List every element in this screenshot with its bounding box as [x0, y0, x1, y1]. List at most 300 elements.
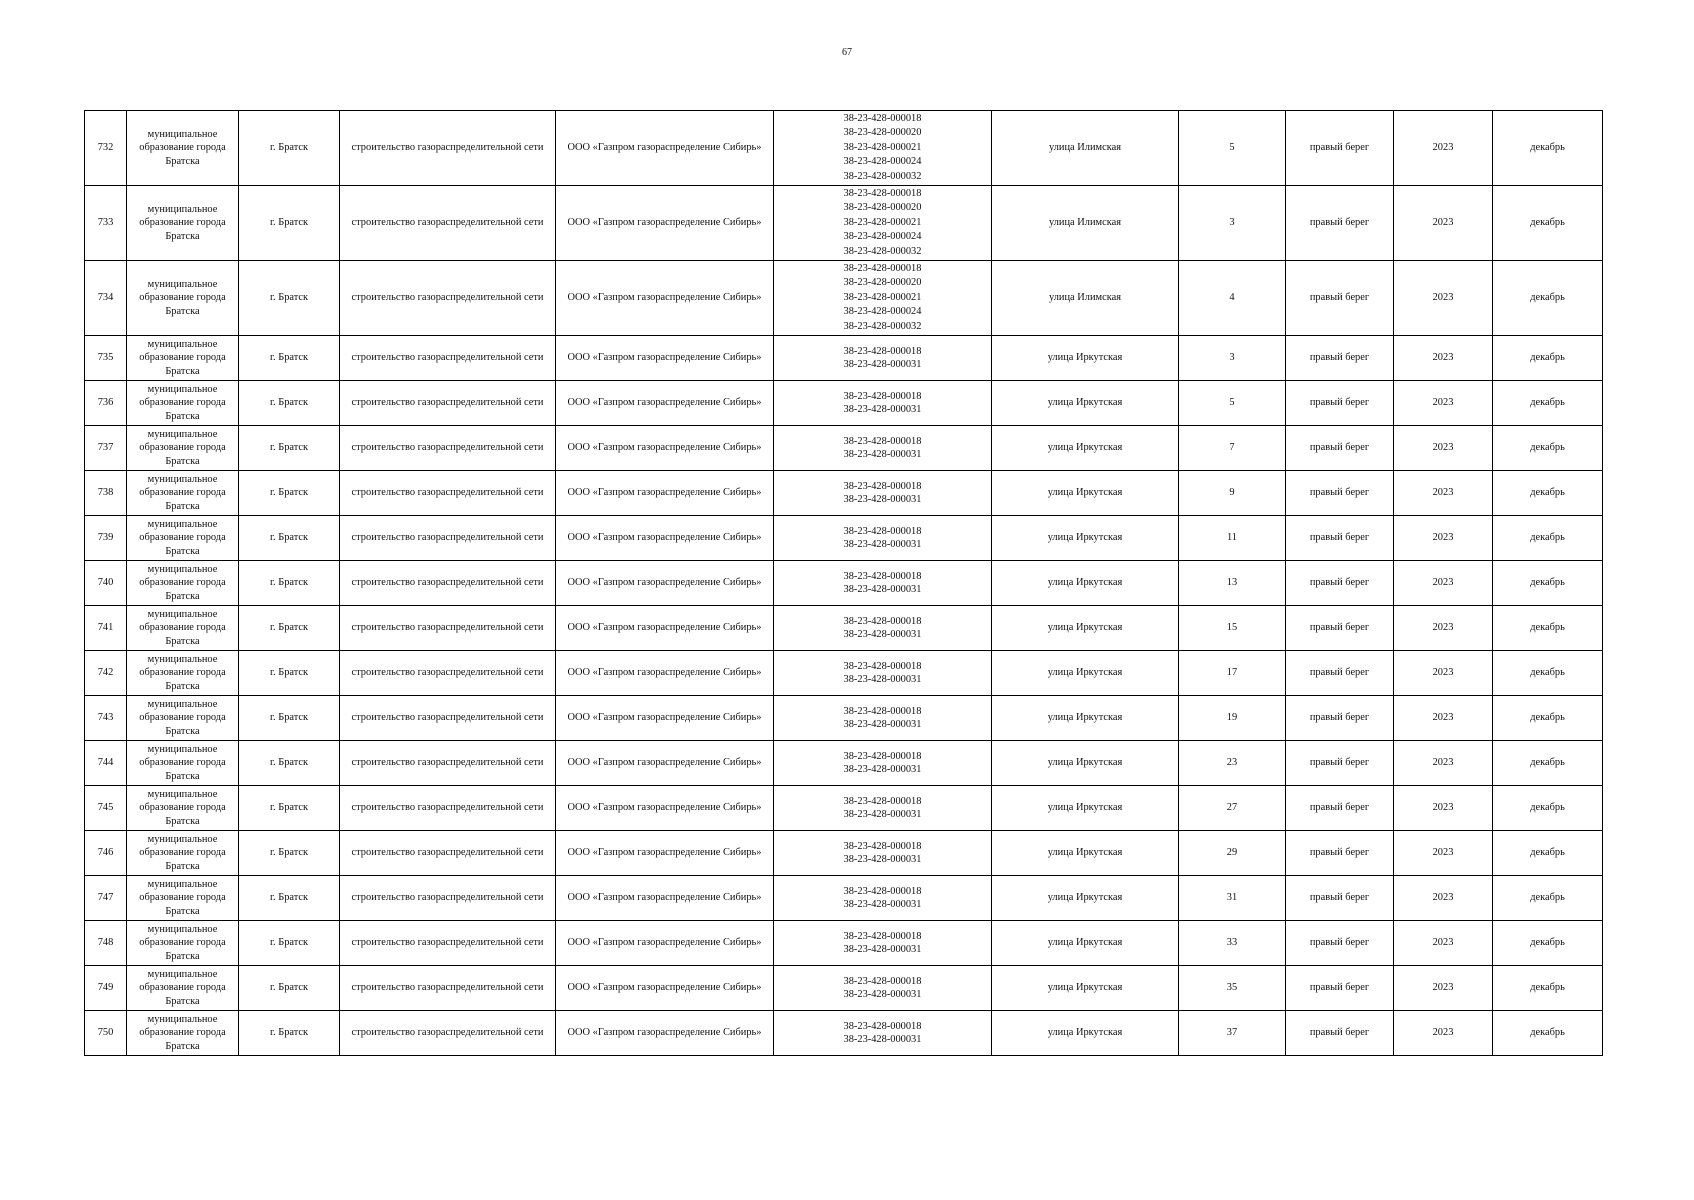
year-cell: 2023 [1394, 651, 1493, 696]
month-cell: декабрь [1493, 186, 1603, 261]
owner-cell [127, 561, 239, 606]
work-type-cell: строительство газораспределительной сети [340, 786, 556, 831]
row-number: 732 [85, 111, 127, 186]
cadastral-cell-line: 38-23-428-000018 [843, 570, 922, 582]
owner-cell-line: Братска [165, 815, 200, 827]
cadastral-cell-line: 38-23-428-000020 [843, 202, 922, 214]
owner-cell-line: Братска [165, 860, 200, 872]
owner-cell-line: образование города [139, 142, 226, 154]
city-cell: г. Братск [239, 786, 340, 831]
owner-cell-line: образование города [139, 937, 226, 949]
cadastral-cell [774, 1011, 992, 1056]
owner-cell-line: образование города [139, 487, 226, 499]
cadastral-cell-line: 38-23-428-000018 [843, 975, 922, 987]
table-row [85, 606, 1603, 651]
cadastral-cell-line: 38-23-428-000031 [843, 359, 922, 370]
owner-cell-line: муниципальное [147, 653, 218, 665]
city-cell: г. Братск [239, 966, 340, 1011]
cadastral-cell-line: 38-23-428-000018 [843, 262, 922, 274]
owner-cell [127, 786, 239, 831]
cadastral-cell-line: 38-23-428-000018 [843, 885, 922, 897]
year-cell: 2023 [1394, 696, 1493, 741]
cadastral-cell-line: 38-23-428-000018 [843, 345, 922, 357]
bank-cell: правый берег [1286, 876, 1394, 921]
owner-cell-line: Братска [165, 545, 200, 557]
owner-cell-line: образование города [139, 442, 226, 454]
table-body [85, 111, 1603, 1056]
month-cell: декабрь [1493, 381, 1603, 426]
work-type-cell: строительство газораспределительной сети [340, 261, 556, 336]
table-row [85, 786, 1603, 831]
cadastral-cell-line: 38-23-428-000024 [843, 306, 922, 318]
cadastral-cell-line: 38-23-428-000018 [843, 1020, 922, 1032]
year-cell: 2023 [1394, 336, 1493, 381]
organization-cell: ООО «Газпром газораспределение Сибирь» [556, 516, 774, 561]
cadastral-cell-line: 38-23-428-000031 [843, 494, 922, 505]
city-cell: г. Братск [239, 651, 340, 696]
cadastral-cell-line: 38-23-428-000031 [843, 809, 922, 820]
street-cell: улица Иркутская [992, 876, 1179, 921]
work-type-cell: строительство газораспределительной сети [340, 966, 556, 1011]
organization-cell: ООО «Газпром газораспределение Сибирь» [556, 1011, 774, 1056]
month-cell: декабрь [1493, 651, 1603, 696]
city-cell: г. Братск [239, 336, 340, 381]
owner-cell-line: образование города [139, 577, 226, 589]
cadastral-cell-line: 38-23-428-000032 [843, 320, 922, 332]
owner-cell [127, 876, 239, 921]
row-number: 741 [85, 606, 127, 651]
owner-cell-line: образование города [139, 292, 226, 304]
year-cell: 2023 [1394, 876, 1493, 921]
bank-cell: правый берег [1286, 786, 1394, 831]
owner-cell-line: муниципальное [147, 563, 218, 575]
owner-cell-line: муниципальное [147, 383, 218, 395]
owner-cell [127, 426, 239, 471]
owner-cell [127, 921, 239, 966]
house-cell: 3 [1179, 186, 1286, 261]
street-cell: улица Иркутская [992, 831, 1179, 876]
row-number: 750 [85, 1011, 127, 1056]
organization-cell: ООО «Газпром газораспределение Сибирь» [556, 966, 774, 1011]
house-cell: 23 [1179, 741, 1286, 786]
bank-cell: правый берег [1286, 471, 1394, 516]
house-cell: 3 [1179, 336, 1286, 381]
organization-cell: ООО «Газпром газораспределение Сибирь» [556, 696, 774, 741]
work-type-cell: строительство газораспределительной сети [340, 741, 556, 786]
owner-cell-line: Братска [165, 155, 200, 167]
house-cell: 35 [1179, 966, 1286, 1011]
month-cell: декабрь [1493, 831, 1603, 876]
bank-cell: правый берег [1286, 186, 1394, 261]
owner-cell-line: муниципальное [147, 473, 218, 485]
cadastral-cell-line: 38-23-428-000024 [843, 156, 922, 168]
table-row [85, 831, 1603, 876]
work-type-cell: строительство газораспределительной сети [340, 426, 556, 471]
cadastral-cell-line: 38-23-428-000031 [843, 899, 922, 910]
work-type-cell: строительство газораспределительной сети [340, 381, 556, 426]
year-cell: 2023 [1394, 261, 1493, 336]
month-cell: декабрь [1493, 471, 1603, 516]
owner-cell-line: образование города [139, 1027, 226, 1039]
owner-cell-line: муниципальное [147, 203, 218, 215]
city-cell: г. Братск [239, 261, 340, 336]
table-row [85, 741, 1603, 786]
cadastral-cell-line: 38-23-428-000018 [843, 187, 922, 199]
cadastral-cell-line: 38-23-428-000018 [843, 390, 922, 402]
month-cell: декабрь [1493, 516, 1603, 561]
month-cell: декабрь [1493, 426, 1603, 471]
owner-cell [127, 606, 239, 651]
month-cell: декабрь [1493, 921, 1603, 966]
owner-cell-line: Братска [165, 230, 200, 242]
cadastral-cell-line: 38-23-428-000031 [843, 629, 922, 640]
city-cell: г. Братск [239, 381, 340, 426]
owner-cell-line: образование города [139, 982, 226, 994]
cadastral-cell-line: 38-23-428-000018 [843, 750, 922, 762]
month-cell: декабрь [1493, 696, 1603, 741]
cadastral-cell-line: 38-23-428-000021 [843, 141, 922, 153]
house-cell: 11 [1179, 516, 1286, 561]
month-cell: декабрь [1493, 561, 1603, 606]
city-cell: г. Братск [239, 516, 340, 561]
year-cell: 2023 [1394, 1011, 1493, 1056]
table-row [85, 381, 1603, 426]
year-cell: 2023 [1394, 921, 1493, 966]
row-number: 744 [85, 741, 127, 786]
owner-cell [127, 651, 239, 696]
owner-cell [127, 696, 239, 741]
year-cell: 2023 [1394, 381, 1493, 426]
row-number: 742 [85, 651, 127, 696]
cadastral-cell [774, 741, 992, 786]
work-type-cell: строительство газораспределительной сети [340, 561, 556, 606]
owner-cell [127, 831, 239, 876]
owner-cell-line: муниципальное [147, 608, 218, 620]
month-cell: декабрь [1493, 786, 1603, 831]
cadastral-cell-line: 38-23-428-000018 [843, 840, 922, 852]
work-type-cell: строительство газораспределительной сети [340, 651, 556, 696]
cadastral-cell [774, 426, 992, 471]
year-cell: 2023 [1394, 786, 1493, 831]
organization-cell: ООО «Газпром газораспределение Сибирь» [556, 261, 774, 336]
cadastral-cell [774, 336, 992, 381]
cadastral-cell-line: 38-23-428-000032 [843, 170, 922, 182]
cadastral-cell [774, 651, 992, 696]
city-cell: г. Братск [239, 696, 340, 741]
table-row [85, 111, 1603, 186]
month-cell: декабрь [1493, 876, 1603, 921]
street-cell: улица Иркутская [992, 921, 1179, 966]
cadastral-cell-line: 38-23-428-000031 [843, 404, 922, 415]
owner-cell-line: Братска [165, 500, 200, 512]
bank-cell: правый берег [1286, 336, 1394, 381]
work-type-cell: строительство газораспределительной сети [340, 696, 556, 741]
street-cell: улица Илимская [992, 111, 1179, 186]
owner-cell-line: муниципальное [147, 518, 218, 530]
owner-cell-line: образование города [139, 217, 226, 229]
cadastral-cell-line: 38-23-428-000020 [843, 277, 922, 289]
month-cell: декабрь [1493, 261, 1603, 336]
street-cell: улица Иркутская [992, 381, 1179, 426]
table-row [85, 696, 1603, 741]
cadastral-cell [774, 786, 992, 831]
city-cell: г. Братск [239, 471, 340, 516]
year-cell: 2023 [1394, 831, 1493, 876]
year-cell: 2023 [1394, 516, 1493, 561]
table-row [85, 261, 1603, 336]
owner-cell-line: образование города [139, 802, 226, 814]
cadastral-cell-line: 38-23-428-000018 [843, 480, 922, 492]
cadastral-cell [774, 921, 992, 966]
organization-cell: ООО «Газпром газораспределение Сибирь» [556, 651, 774, 696]
owner-cell-line: Братска [165, 635, 200, 647]
street-cell: улица Иркутская [992, 696, 1179, 741]
cadastral-cell [774, 186, 992, 261]
row-number: 747 [85, 876, 127, 921]
year-cell: 2023 [1394, 471, 1493, 516]
house-cell: 31 [1179, 876, 1286, 921]
bank-cell: правый берег [1286, 426, 1394, 471]
city-cell: г. Братск [239, 876, 340, 921]
cadastral-cell-line: 38-23-428-000032 [843, 245, 922, 257]
organization-cell: ООО «Газпром газораспределение Сибирь» [556, 561, 774, 606]
month-cell: декабрь [1493, 966, 1603, 1011]
organization-cell: ООО «Газпром газораспределение Сибирь» [556, 831, 774, 876]
owner-cell-line: Братска [165, 365, 200, 377]
table-row [85, 651, 1603, 696]
organization-cell: ООО «Газпром газораспределение Сибирь» [556, 111, 774, 186]
street-cell: улица Илимская [992, 261, 1179, 336]
owner-cell [127, 261, 239, 336]
city-cell: г. Братск [239, 426, 340, 471]
month-cell: декабрь [1493, 741, 1603, 786]
house-cell: 5 [1179, 381, 1286, 426]
organization-cell: ООО «Газпром газораспределение Сибирь» [556, 786, 774, 831]
cadastral-cell [774, 381, 992, 426]
work-type-cell: строительство газораспределительной сети [340, 186, 556, 261]
house-cell: 4 [1179, 261, 1286, 336]
month-cell: декабрь [1493, 606, 1603, 651]
row-number: 737 [85, 426, 127, 471]
city-cell: г. Братск [239, 1011, 340, 1056]
work-type-cell: строительство газораспределительной сети [340, 606, 556, 651]
house-cell: 9 [1179, 471, 1286, 516]
cadastral-cell [774, 696, 992, 741]
table-row [85, 516, 1603, 561]
cadastral-cell-line: 38-23-428-000021 [843, 291, 922, 303]
street-cell: улица Иркутская [992, 966, 1179, 1011]
street-cell: улица Иркутская [992, 336, 1179, 381]
month-cell: декабрь [1493, 111, 1603, 186]
cadastral-cell-line: 38-23-428-000031 [843, 584, 922, 595]
cadastral-cell-line: 38-23-428-000018 [843, 525, 922, 537]
house-cell: 37 [1179, 1011, 1286, 1056]
work-type-cell: строительство газораспределительной сети [340, 111, 556, 186]
owner-cell-line: образование города [139, 352, 226, 364]
house-cell: 17 [1179, 651, 1286, 696]
street-cell: улица Иркутская [992, 786, 1179, 831]
house-cell: 27 [1179, 786, 1286, 831]
page-number: 67 [842, 47, 852, 58]
cadastral-cell [774, 261, 992, 336]
street-cell: улица Иркутская [992, 516, 1179, 561]
table-row [85, 921, 1603, 966]
house-cell: 19 [1179, 696, 1286, 741]
organization-cell: ООО «Газпром газораспределение Сибирь» [556, 471, 774, 516]
city-cell: г. Братск [239, 186, 340, 261]
year-cell: 2023 [1394, 741, 1493, 786]
row-number: 735 [85, 336, 127, 381]
bank-cell: правый берег [1286, 516, 1394, 561]
owner-cell-line: муниципальное [147, 788, 218, 800]
owner-cell-line: Братска [165, 770, 200, 782]
owner-cell-line: муниципальное [147, 428, 218, 440]
cadastral-cell-line: 38-23-428-000018 [843, 435, 922, 447]
row-number: 739 [85, 516, 127, 561]
cadastral-cell [774, 606, 992, 651]
street-cell: улица Иркутская [992, 651, 1179, 696]
year-cell: 2023 [1394, 606, 1493, 651]
owner-cell [127, 381, 239, 426]
cadastral-cell-line: 38-23-428-000018 [843, 112, 922, 124]
street-cell: улица Иркутская [992, 561, 1179, 606]
cadastral-cell [774, 111, 992, 186]
cadastral-cell-line: 38-23-428-000031 [843, 1034, 922, 1045]
owner-cell-line: образование города [139, 712, 226, 724]
owner-cell-line: Братска [165, 455, 200, 467]
cadastral-cell-line: 38-23-428-000018 [843, 930, 922, 942]
bank-cell: правый берег [1286, 966, 1394, 1011]
year-cell: 2023 [1394, 426, 1493, 471]
owner-cell-line: муниципальное [147, 878, 218, 890]
table-row [85, 336, 1603, 381]
row-number: 734 [85, 261, 127, 336]
owner-cell [127, 1011, 239, 1056]
owner-cell [127, 111, 239, 186]
street-cell: улица Иркутская [992, 606, 1179, 651]
house-cell: 33 [1179, 921, 1286, 966]
organization-cell: ООО «Газпром газораспределение Сибирь» [556, 336, 774, 381]
cadastral-cell-line: 38-23-428-000031 [843, 539, 922, 550]
owner-cell-line: муниципальное [147, 338, 218, 350]
cadastral-cell-line: 38-23-428-000031 [843, 854, 922, 865]
work-type-cell: строительство газораспределительной сети [340, 516, 556, 561]
owner-cell [127, 186, 239, 261]
owner-cell-line: муниципальное [147, 923, 218, 935]
owner-cell-line: Братска [165, 905, 200, 917]
cadastral-cell-line: 38-23-428-000031 [843, 674, 922, 685]
cadastral-cell-line: 38-23-428-000018 [843, 705, 922, 717]
owner-cell-line: образование города [139, 667, 226, 679]
work-type-cell: строительство газораспределительной сети [340, 921, 556, 966]
owner-cell [127, 516, 239, 561]
owner-cell-line: Братска [165, 410, 200, 422]
cadastral-cell [774, 831, 992, 876]
owner-cell-line: муниципальное [147, 278, 218, 290]
owner-cell-line: Братска [165, 305, 200, 317]
year-cell: 2023 [1394, 966, 1493, 1011]
owner-cell-line: муниципальное [147, 1013, 218, 1025]
owner-cell-line: образование города [139, 397, 226, 409]
table-row [85, 471, 1603, 516]
house-cell: 15 [1179, 606, 1286, 651]
owner-cell-line: муниципальное [147, 968, 218, 980]
organization-cell: ООО «Газпром газораспределение Сибирь» [556, 606, 774, 651]
cadastral-cell-line: 38-23-428-000031 [843, 944, 922, 955]
city-cell: г. Братск [239, 831, 340, 876]
cadastral-cell-line: 38-23-428-000024 [843, 231, 922, 243]
street-cell: улица Иркутская [992, 1011, 1179, 1056]
cadastral-cell-line: 38-23-428-000031 [843, 989, 922, 1000]
bank-cell: правый берег [1286, 111, 1394, 186]
work-type-cell: строительство газораспределительной сети [340, 471, 556, 516]
owner-cell-line: образование города [139, 757, 226, 769]
bank-cell: правый берег [1286, 381, 1394, 426]
city-cell: г. Братск [239, 561, 340, 606]
month-cell: декабрь [1493, 336, 1603, 381]
owner-cell-line: образование города [139, 622, 226, 634]
owner-cell-line: образование города [139, 532, 226, 544]
owner-cell [127, 966, 239, 1011]
row-number: 733 [85, 186, 127, 261]
bank-cell: правый берег [1286, 741, 1394, 786]
table-row [85, 561, 1603, 606]
owner-cell-line: муниципальное [147, 743, 218, 755]
owner-cell [127, 471, 239, 516]
owner-cell [127, 336, 239, 381]
row-number: 746 [85, 831, 127, 876]
year-cell: 2023 [1394, 111, 1493, 186]
owner-cell-line: Братска [165, 950, 200, 962]
owner-cell-line: Братска [165, 1040, 200, 1052]
bank-cell: правый берег [1286, 606, 1394, 651]
owner-cell-line: муниципальное [147, 698, 218, 710]
month-cell: декабрь [1493, 1011, 1603, 1056]
owner-cell-line: образование города [139, 892, 226, 904]
year-cell: 2023 [1394, 561, 1493, 606]
table-row [85, 966, 1603, 1011]
work-type-cell: строительство газораспределительной сети [340, 831, 556, 876]
cadastral-cell-line: 38-23-428-000021 [843, 216, 922, 228]
cadastral-cell-line: 38-23-428-000031 [843, 719, 922, 730]
cadastral-cell-line: 38-23-428-000018 [843, 660, 922, 672]
house-cell: 5 [1179, 111, 1286, 186]
cadastral-cell [774, 561, 992, 606]
city-cell: г. Братск [239, 606, 340, 651]
work-type-cell: строительство газораспределительной сети [340, 336, 556, 381]
cadastral-cell-line: 38-23-428-000020 [843, 127, 922, 139]
organization-cell: ООО «Газпром газораспределение Сибирь» [556, 186, 774, 261]
organization-cell: ООО «Газпром газораспределение Сибирь» [556, 876, 774, 921]
organization-cell: ООО «Газпром газораспределение Сибирь» [556, 426, 774, 471]
row-number: 745 [85, 786, 127, 831]
street-cell: улица Иркутская [992, 471, 1179, 516]
work-type-cell: строительство газораспределительной сети [340, 876, 556, 921]
bank-cell: правый берег [1286, 1011, 1394, 1056]
owner-cell-line: Братска [165, 725, 200, 737]
owner-cell-line: муниципальное [147, 833, 218, 845]
cadastral-cell-line: 38-23-428-000031 [843, 449, 922, 460]
row-number: 748 [85, 921, 127, 966]
cadastral-cell-line: 38-23-428-000018 [843, 795, 922, 807]
cadastral-cell [774, 876, 992, 921]
cadastral-cell [774, 966, 992, 1011]
house-cell: 29 [1179, 831, 1286, 876]
owner-cell-line: Братска [165, 680, 200, 692]
table-row [85, 186, 1603, 261]
owner-cell-line: образование города [139, 847, 226, 859]
city-cell: г. Братск [239, 741, 340, 786]
